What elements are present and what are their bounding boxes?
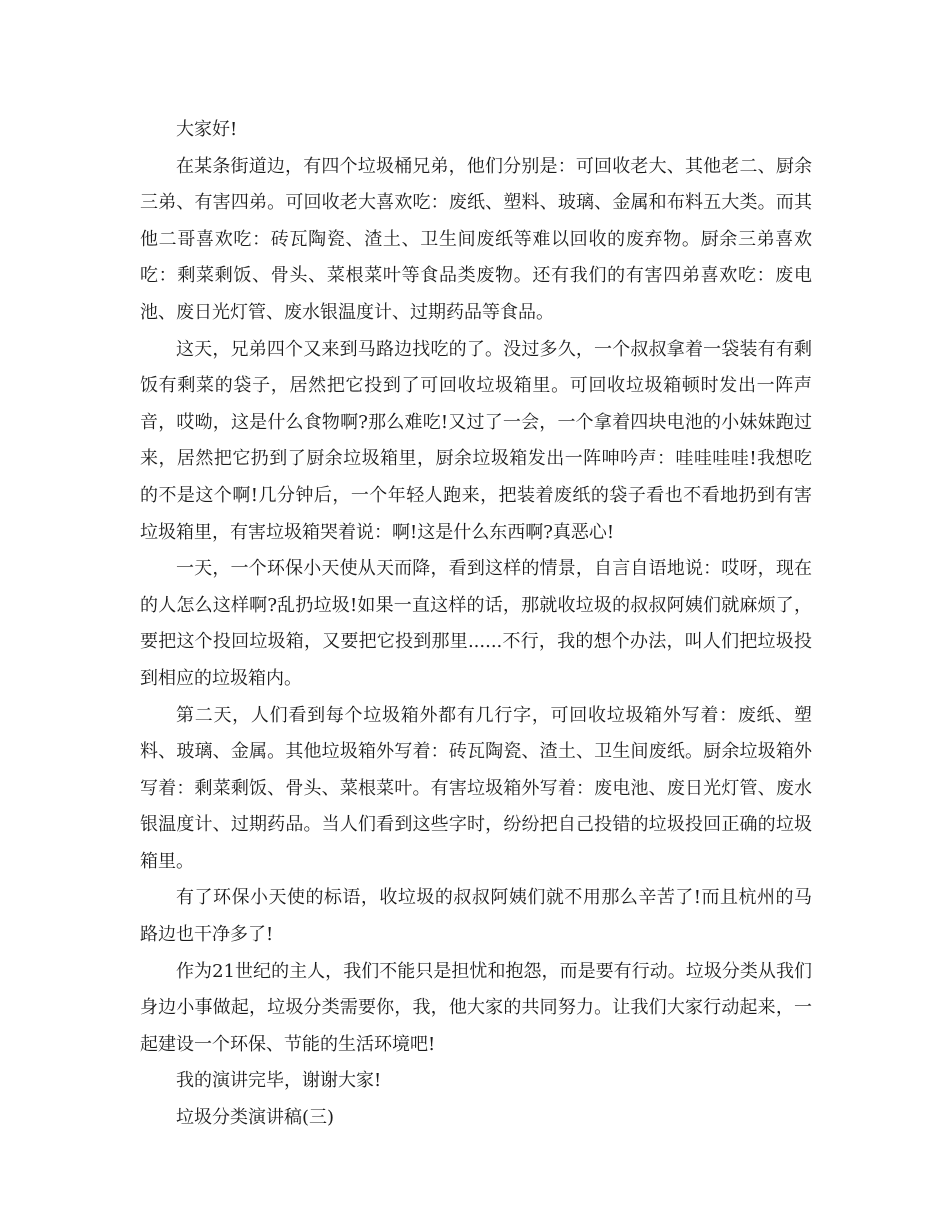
paragraph-greeting: 大家好! <box>176 119 238 140</box>
paragraph-story-day: 这天，兄弟四个又来到马路边找吃的了。没过多久，一个叔叔拿着一袋装有有剩饭有剩菜的袋子，居然把它投到了可回收垃圾箱里。可回收垃圾箱顿时发出一阵声音，哎呦，这是什么食物啊?那么难吃!又过了一会，一个拿着四块电池的小妹妹跑过来，居然把它扔到了厨余垃圾箱里，厨余垃圾箱发出一阵呻吟声：哇哇哇哇!我想吃的不是这个啊!几分钟后，一个年轻人跑来，把装着废纸的袋子看也不看地扔到有害垃圾箱里，有害垃圾箱哭着说：啊!这是什么东西啊?真恶心! <box>140 338 812 543</box>
paragraph-closing: 我的演讲完毕，谢谢大家! <box>176 1070 382 1092</box>
paragraph-result: 有了环保小天使的标语，收垃圾的叔叔阿姨们就不用那么辛苦了!而且杭州的马路边也干净多了! <box>140 887 812 946</box>
document-body <box>140 112 812 1137</box>
paragraph-angel: 一天，一个环保小天使从天而降，看到这样的情景，自言自语地说：哎呀，现在的人怎么这样啊?乱扔垃圾!如果一直这样的话，那就收垃圾的叔叔阿姨们就麻烦了，要把这个投回垃圾箱，又要把它投到那里......不行，我的想个办法，叫人们把垃圾投到相应的垃圾箱内。 <box>140 558 812 689</box>
paragraph-introduction: 在某条街道边，有四个垃圾桶兄弟，他们分别是：可回收老大、其他老二、厨余三弟、有害四弟。可回收老大喜欢吃：废纸、塑料、玻璃、金属和布料五大类。而其他二哥喜欢吃：砖瓦陶瓷、渣土、卫生间废纸等难以回收的废弃物。厨余三弟喜欢吃：剩菜剩饭、骨头、菜根菜叶等食品类废物。还有我们的有害四弟喜欢吃：废电池、废日光灯管、废水银温度计、过期药品等食品。 <box>140 155 812 323</box>
paragraph-call-to-action: 作为21世纪的主人，我们不能只是担忧和抱怨，而是要有行动。垃圾分类从我们身边小事做起，垃圾分类需要你，我，他大家的共同努力。让我们大家行动起来，一起建设一个环保、节能的生活环境吧! <box>140 960 812 1055</box>
paragraph-second-day: 第二天，人们看到每个垃圾箱外都有几行字，可回收垃圾箱外写着：废纸、塑料、玻璃、金属。其他垃圾箱外写着：砖瓦陶瓷、渣土、卫生间废纸。厨余垃圾箱外写着：剩菜剩饭、骨头、菜根菜叶。有害垃圾箱外写着：废电池、废日光灯管、废水银温度计、过期药品。当人们看到这些字时，纷纷把自己投错的垃圾投回正确的垃圾箱里。 <box>140 704 812 872</box>
section-heading: 垃圾分类演讲稿(三) <box>176 1107 335 1129</box>
